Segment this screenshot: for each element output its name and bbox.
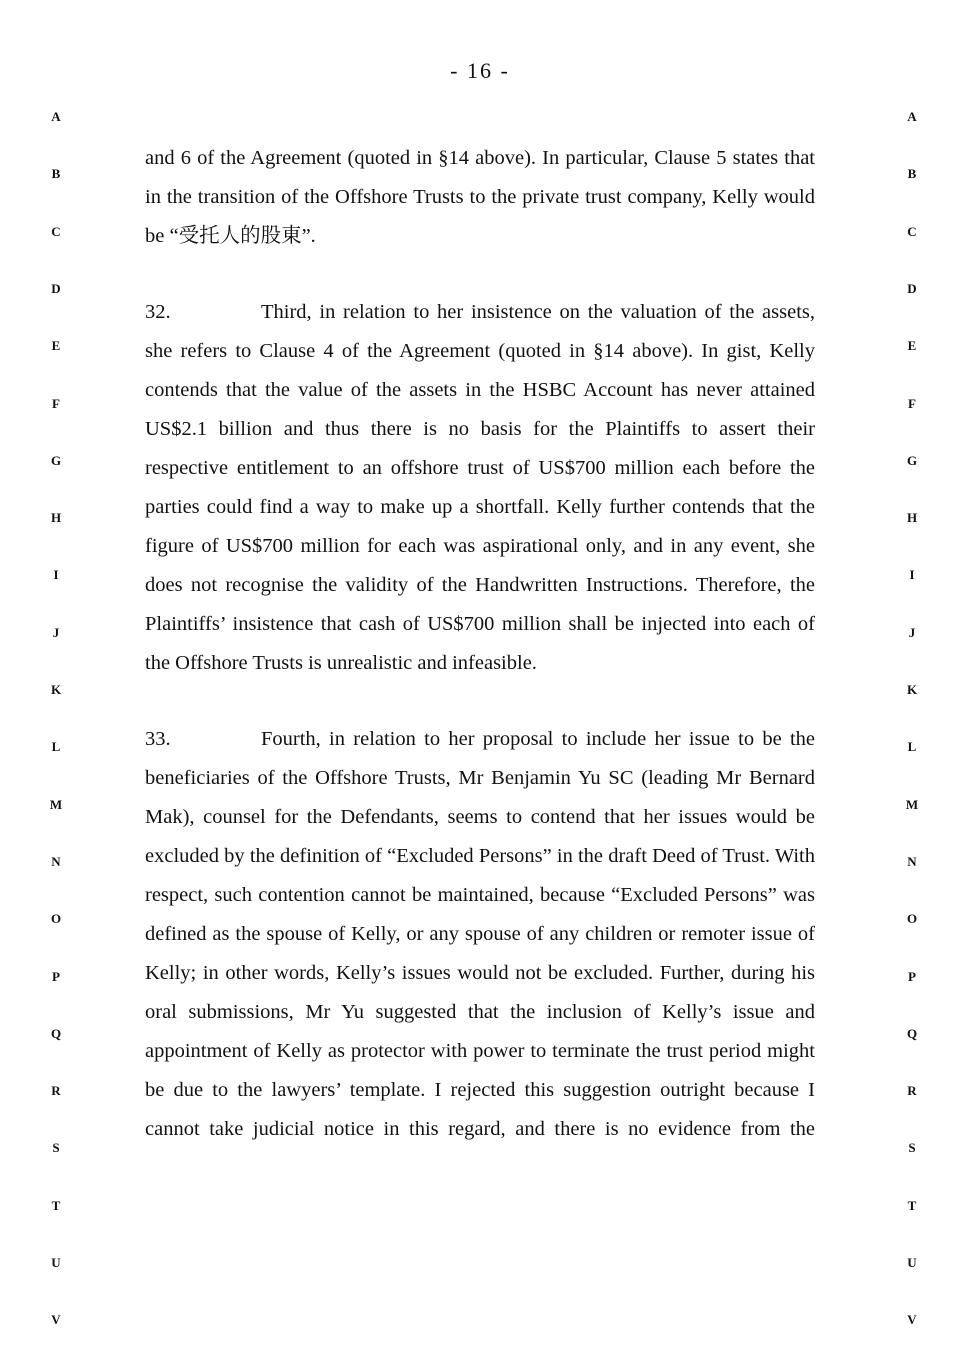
paragraph-number: 32. [145,301,171,323]
margin-letter-j: J [52,624,60,640]
margin-letter-i: I [53,567,59,583]
margin-letter-c: C [51,223,61,239]
margin-letter-p: P [908,968,916,984]
margin-letter-q: Q [906,1025,918,1041]
margin-letter-t: T [51,1197,61,1213]
margin-letter-b: B [51,166,61,182]
margin-letter-j: J [908,624,916,640]
margin-letter-e: E [907,338,917,354]
margin-letter-b: B [907,166,917,182]
margin-letter-s: S [908,1140,916,1156]
margin-letter-e: E [51,338,61,354]
margin-letter-a: A [907,109,917,124]
margin-letter-m: M [905,796,919,812]
margin-letter-r: R [907,1083,917,1099]
margin-letter-n: N [907,853,917,869]
margin-letter-m: M [49,796,63,812]
margin-letter-u: U [51,1255,61,1270]
margin-letter-v: V [907,1312,917,1328]
margin-letter-c: C [907,223,917,239]
margin-letter-t: T [907,1197,917,1213]
paragraph-text: Fourth, in relation to her proposal to include her issue to be the beneficiaries of the Offshore Trusts, Mr Benjamin Yu SC (leading Mr Bernard Mak), counsel for the Defendants, seems to contend that her issues would be excluded by the definition of “Excluded Persons” in the draft Deed of Trust. With respect, such contention cannot be maintained, because “Excluded Persons” was defined as the spouse of Kelly, or any spouse of any children or remoter issue of Kelly; in other words, Kelly’s issues would not be excluded. Further, during his oral submissions, Mr Yu suggested that the inclusion of Kelly’s issue and appointment of Kelly as protector with power to terminate the trust period might be due to the lawyers’ template. I rejected this suggestion outright because I cannot take judicial notice in this regard, and there is no evidence from the [145,728,815,1140]
margin-letter-n: N [51,853,61,869]
page-number: - 16 - [450,58,510,83]
margin-letter-v: V [51,1312,61,1328]
margin-letter-p: P [52,968,60,984]
margin-letter-i: I [909,567,915,583]
judgment-body [145,139,815,1149]
paragraph-text: Third, in relation to her insistence on the valuation of the assets, she refers to Clause 4 of the Agreement (quoted in §14 above). In gist, Kelly contends that the value of the assets in the HSBC Account has never attained US$2.1 billion and thus there is no basis for the Plaintiffs to assert their respective entitlement to an offshore trust of US$700 million each before the parties could find a way to make up a shortfall. Kelly further contends that the figure of US$700 million for each was aspirational only, and in any event, she does not recognise the validity of the Handwritten Instructions. Therefore, the Plaintiffs’ insistence that cash of US$700 million shall be injected into each of the Offshore Trusts is unrealistic and infeasible. [145,301,815,674]
margin-letter-h: H [50,510,62,526]
margin-letter-f: F [908,395,916,411]
margin-letter-o: O [906,911,918,927]
paragraph-number: 33. [145,728,171,750]
paragraph-33 [145,720,815,1149]
margin-letter-d: D [51,280,61,296]
margin-letter-f: F [52,395,60,411]
paragraph-continuation [145,139,815,256]
margin-letter-l: L [51,739,61,755]
margin-letter-q: Q [50,1025,62,1041]
margin-letter-l: L [907,739,917,755]
right-margin-letters [902,0,922,1358]
margin-letter-o: O [50,911,62,927]
margin-letter-g: G [50,452,62,468]
margin-letter-k: K [50,682,62,697]
left-margin-letters [46,0,66,1358]
margin-letter-s: S [52,1140,60,1156]
margin-letter-g: G [906,452,918,468]
paragraph-32 [145,293,815,683]
paragraph-text: and 6 of the Agreement (quoted in §14 above). In particular, Clause 5 states that in the transition of the Offshore Trusts to the private trust company, Kelly would be “受托人的股東”. [145,147,815,247]
margin-letter-a: A [51,109,61,124]
margin-letter-k: K [906,682,918,697]
margin-letter-h: H [906,510,918,526]
margin-letter-u: U [907,1255,917,1270]
margin-letter-d: D [907,280,917,296]
margin-letter-r: R [51,1083,61,1099]
